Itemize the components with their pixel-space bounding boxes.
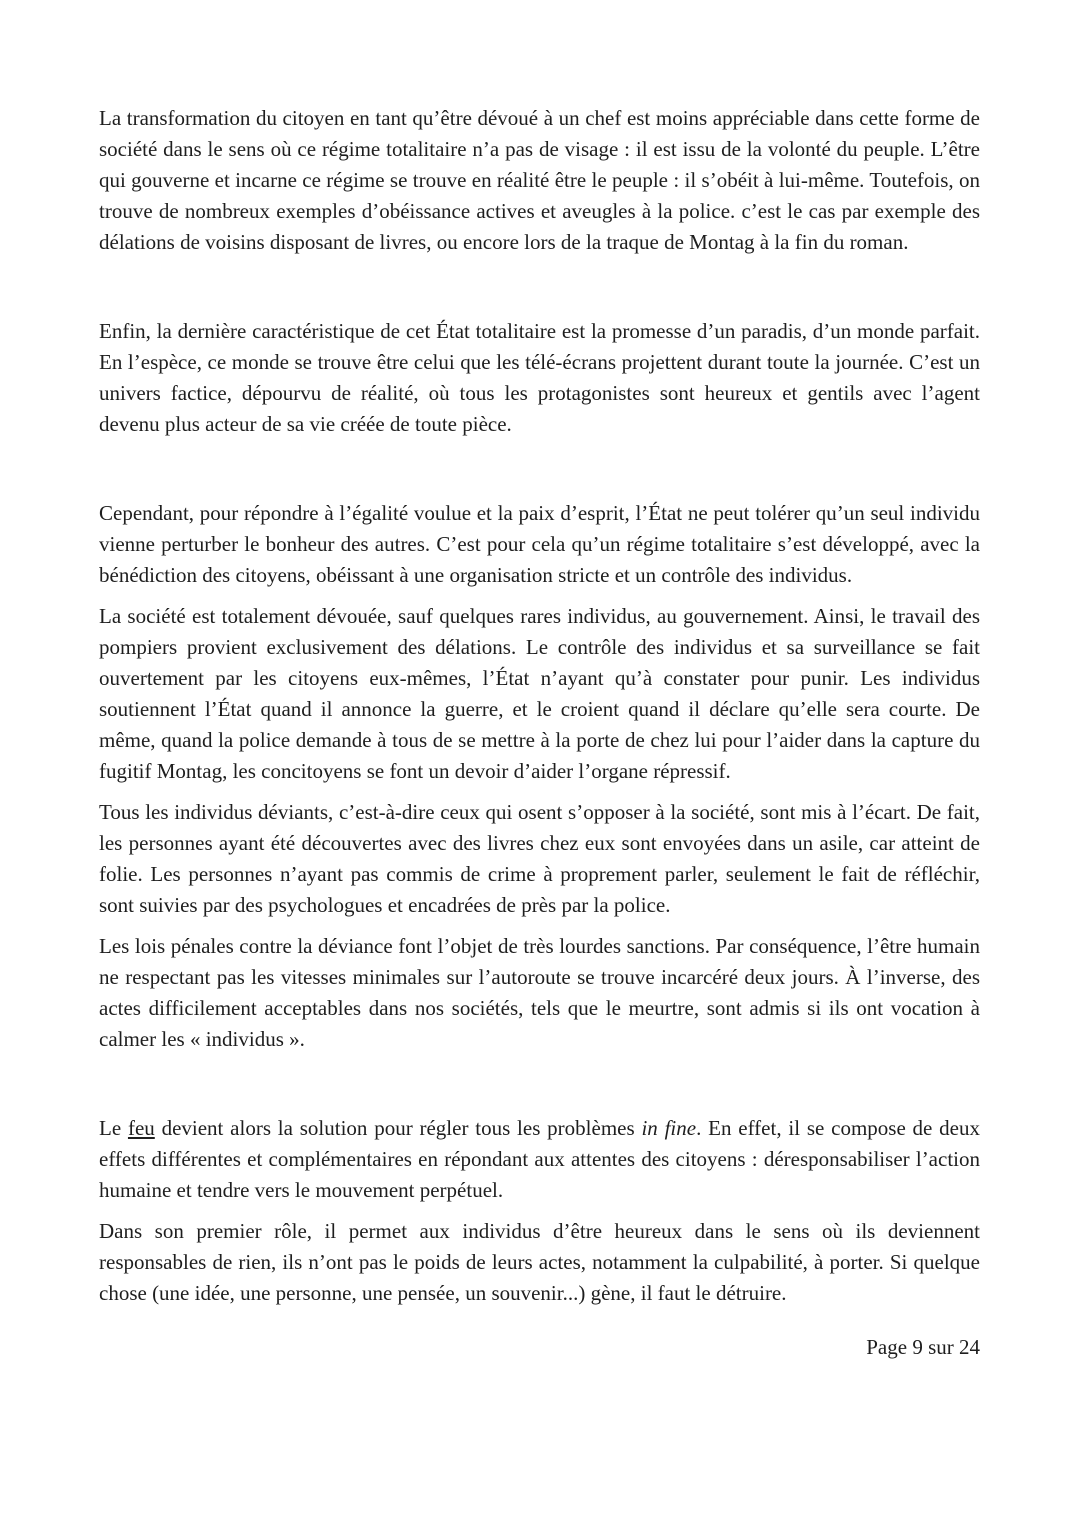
text-run: . En effet, il se compose de deux effets différentes et complémentaires en répondant aux attentes des citoyens : déresponsabiliser l’action humaine et tendre vers le mouvement perpétuel. bbox=[99, 1116, 980, 1202]
text-run: Cependant, pour répondre à l’égalité voulue et la paix d’esprit, l’État ne peut tolérer qu’un seul individu vienne perturber le bonheur des autres. C’est pour cela qu’un régime totalitaire s’est développé, avec la bénédiction des citoyens, obéissant à une organisation stricte et un contrôle des individus. bbox=[99, 501, 980, 587]
italic-text-run: in fine bbox=[641, 1116, 697, 1140]
text-run: Les lois pénales contre la déviance font l’objet de très lourdes sanctions. Par conséquence, l’être humain ne respectant pas les vitesses minimales sur l’autoroute se trouve incarcéré deux jours. À l’inverse, des actes difficilement acceptables dans nos sociétés, tels que le meurtre, sont admis si ils ont vocation à calmer les « individus ». bbox=[99, 934, 980, 1051]
paragraph bbox=[99, 931, 980, 1055]
text-run: Le bbox=[99, 1116, 128, 1140]
text-run: La transformation du citoyen en tant qu’être dévoué à un chef est moins appréciable dans cette forme de société dans le sens où ce régime totalitaire n’a pas de visage : il est issu de la volonté du peuple. L’être qui gouverne et incarne ce régime se trouve en réalité être le peuple : il s’obéit à lui-même. Toutefois, on trouve de nombreux exemples d’obéissance actives et aveugles à la police. c’est le cas par exemple des délations de voisins disposant de livres, ou encore lors de la traque de Montag à la fin du roman. bbox=[99, 106, 980, 254]
paragraph bbox=[99, 1216, 980, 1309]
underline-text-run: feu bbox=[127, 1116, 155, 1140]
paragraph bbox=[99, 316, 980, 440]
text-run: Enfin, la dernière caractéristique de cet État totalitaire est la promesse d’un paradis, d’un monde parfait. En l’espèce, ce monde se trouve être celui que les télé-écrans projettent durant toute la journée. C’est un univers factice, dépourvu de réalité, où tous les protagonistes sont heureux et gentils avec l’agent devenu plus acteur de sa vie créée de toute pièce. bbox=[99, 319, 980, 436]
text-run: Tous les individus déviants, c’est-à-dire ceux qui osent s’opposer à la société, sont mis à l’écart. De fait, les personnes ayant été découvertes avec des livres chez eux sont envoyées dans un asile, car atteint de folie. Les personnes n’ayant pas commis de crime à proprement parler, seulement le fait de réfléchir, sont suivies par des psychologues et encadrées de près par la police. bbox=[99, 800, 980, 917]
text-run: devient alors la solution pour régler tous les problèmes bbox=[154, 1116, 642, 1140]
paragraph bbox=[99, 498, 980, 591]
page-number: Page 9 sur 24 bbox=[866, 1335, 980, 1359]
paragraph bbox=[99, 601, 980, 787]
paragraph bbox=[99, 797, 980, 921]
text-run: Dans son premier rôle, il permet aux individus d’être heureux dans le sens où ils deviennent responsables de rien, ils n’ont pas le poids de leurs actes, notamment la culpabilité, à porter. Si quelque chose (une idée, une personne, une pensée, un souvenir...) gène, il faut le détruire. bbox=[99, 1219, 980, 1305]
document-body bbox=[99, 103, 980, 1363]
paragraph bbox=[99, 1113, 980, 1206]
paragraph bbox=[99, 103, 980, 258]
text-run: La société est totalement dévouée, sauf quelques rares individus, au gouvernement. Ainsi, le travail des pompiers provient exclusivement des délations. Le contrôle des individus et sa surveillance se fait ouvertement par les citoyens eux-mêmes, l’État n’ayant qu’à constater pour punir. Les individus soutiennent l’État quand il annonce la guerre, et le croient quand il déclare qu’elle sera courte. De même, quand la police demande à tous de se mettre à la porte de chez lui pour l’aider dans la capture du fugitif Montag, les concitoyens se font un devoir d’aider l’organe répressif. bbox=[99, 604, 980, 783]
